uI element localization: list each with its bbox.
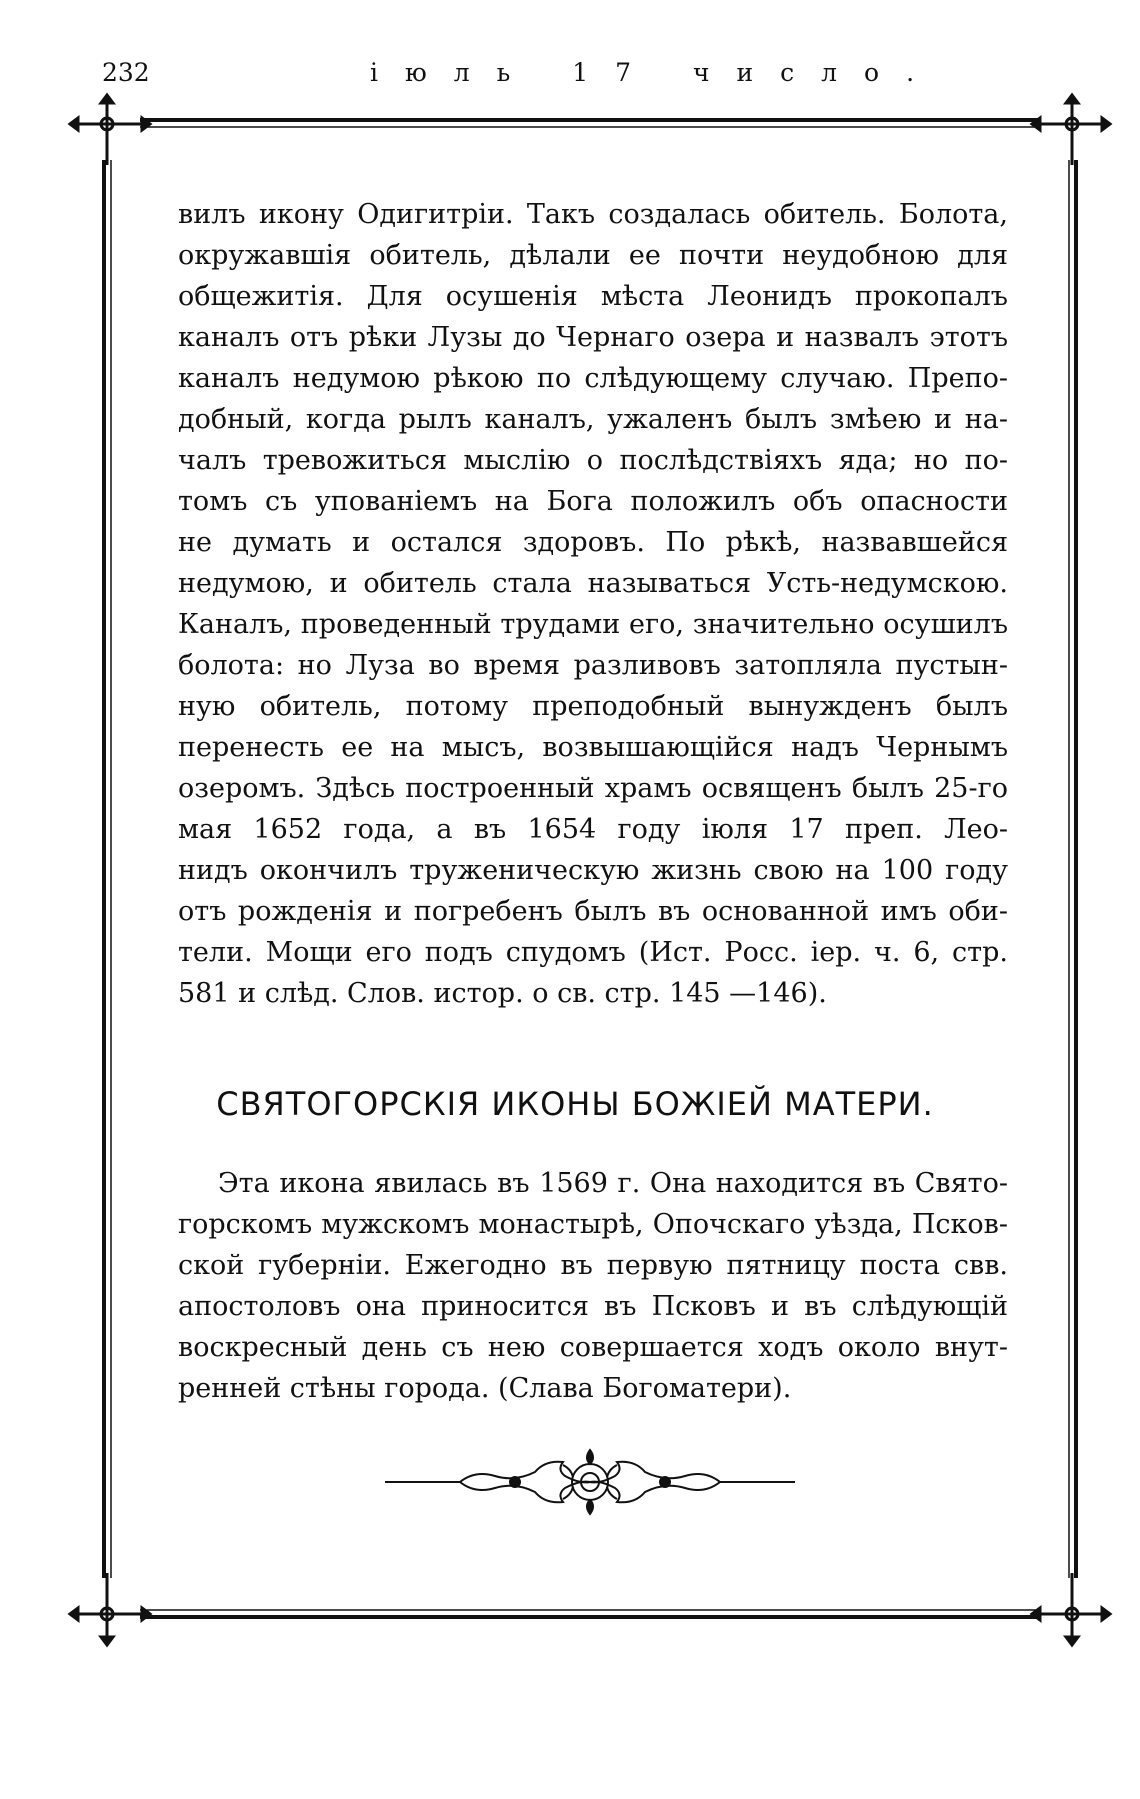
page-number: 232	[102, 58, 150, 87]
text-line: озеромъ. Здѣсь построенный храмъ освященъ былъ 25-го	[178, 773, 1008, 804]
text-line: 581 и слѣд. Слов. истор. о св. стр. 145 —146).	[178, 978, 827, 1009]
text-line: томъ съ упованіемъ на Бога положилъ объ опасности	[178, 486, 1008, 517]
text-line: каналъ отъ рѣки Лузы до Чернаго озера и назвалъ этотъ	[178, 322, 1008, 353]
text-line: ренней стѣны города. (Слава Богоматери).	[178, 1373, 792, 1404]
page-header	[0, 58, 1140, 98]
text-line: ской губерніи. Ежегодно въ первую пятницу поста свв.	[178, 1250, 1008, 1281]
text-line: болота: но Луза во время разливовъ затопляла пустын-	[178, 650, 1008, 681]
paragraph-1	[178, 198, 1008, 1048]
text-line: чалъ тревожиться мыслію о послѣдствіяхъ яда; но по-	[178, 445, 1008, 476]
text-line: отъ рожденія и погребенъ былъ въ основанной имъ оби-	[178, 896, 1008, 927]
text-line: воскресный день съ нею совершается ходъ около внут-	[178, 1332, 1008, 1363]
running-title: іюль 17 число.	[370, 58, 942, 87]
paragraph-2	[178, 1167, 1008, 1427]
text-line: Эта икона явилась въ 1569 г. Она находится въ Свято-	[218, 1168, 1008, 1199]
text-line: нидъ окончилъ труженическую жизнь свою на 100 году	[178, 855, 1008, 886]
text-line: тели. Мощи его подъ спудомъ (Ист. Росс. іер. ч. 6, стр.	[178, 937, 1008, 968]
tailpiece-ornament-icon	[385, 1445, 795, 1520]
section-heading: СВЯТОГОРСКІЯ ИКОНЫ БОЖІЕЙ МАТЕРИ.	[216, 1085, 934, 1123]
corner-cross-icon	[70, 1573, 150, 1645]
text-line: добный, когда рылъ каналъ, ужаленъ былъ змѣею и на-	[178, 404, 1008, 435]
text-line: общежитія. Для осушенія мѣста Леонидъ прокопалъ	[178, 281, 1008, 312]
text-line: окружавшія обитель, дѣлали ее почти неудобною для	[178, 240, 1008, 271]
text-line: апостоловъ она приносится въ Псковъ и въ слѣдующій	[178, 1291, 1008, 1322]
text-line: горскомъ мужскомъ монастырѣ, Опочскаго уѣзда, Псков-	[178, 1209, 1008, 1240]
corner-cross-icon	[1032, 1573, 1110, 1645]
text-line: мая 1652 года, а въ 1654 году іюля 17 преп. Лео-	[178, 814, 1008, 845]
text-line: не думать и остался здоровъ. По рѣкѣ, назвавшейся	[178, 527, 1008, 558]
text-line: ную обитель, потому преподобный вынужденъ былъ	[178, 691, 1008, 722]
text-line: вилъ икону Одигитріи. Такъ создалась обитель. Болота,	[178, 199, 1008, 230]
text-line: недумою, и обитель стала называться Усть-недумскою.	[178, 568, 1008, 599]
corner-cross-icon	[70, 95, 150, 165]
text-line: перенесть ее на мысъ, возвышающійся надъ Чернымъ	[178, 732, 1008, 763]
text-line: Каналъ, проведенный трудами его, значительно осушилъ	[178, 609, 1008, 640]
text-line: каналъ недумою рѣкою по слѣдующему случаю. Препо-	[178, 363, 1008, 394]
corner-cross-icon	[1032, 95, 1110, 165]
